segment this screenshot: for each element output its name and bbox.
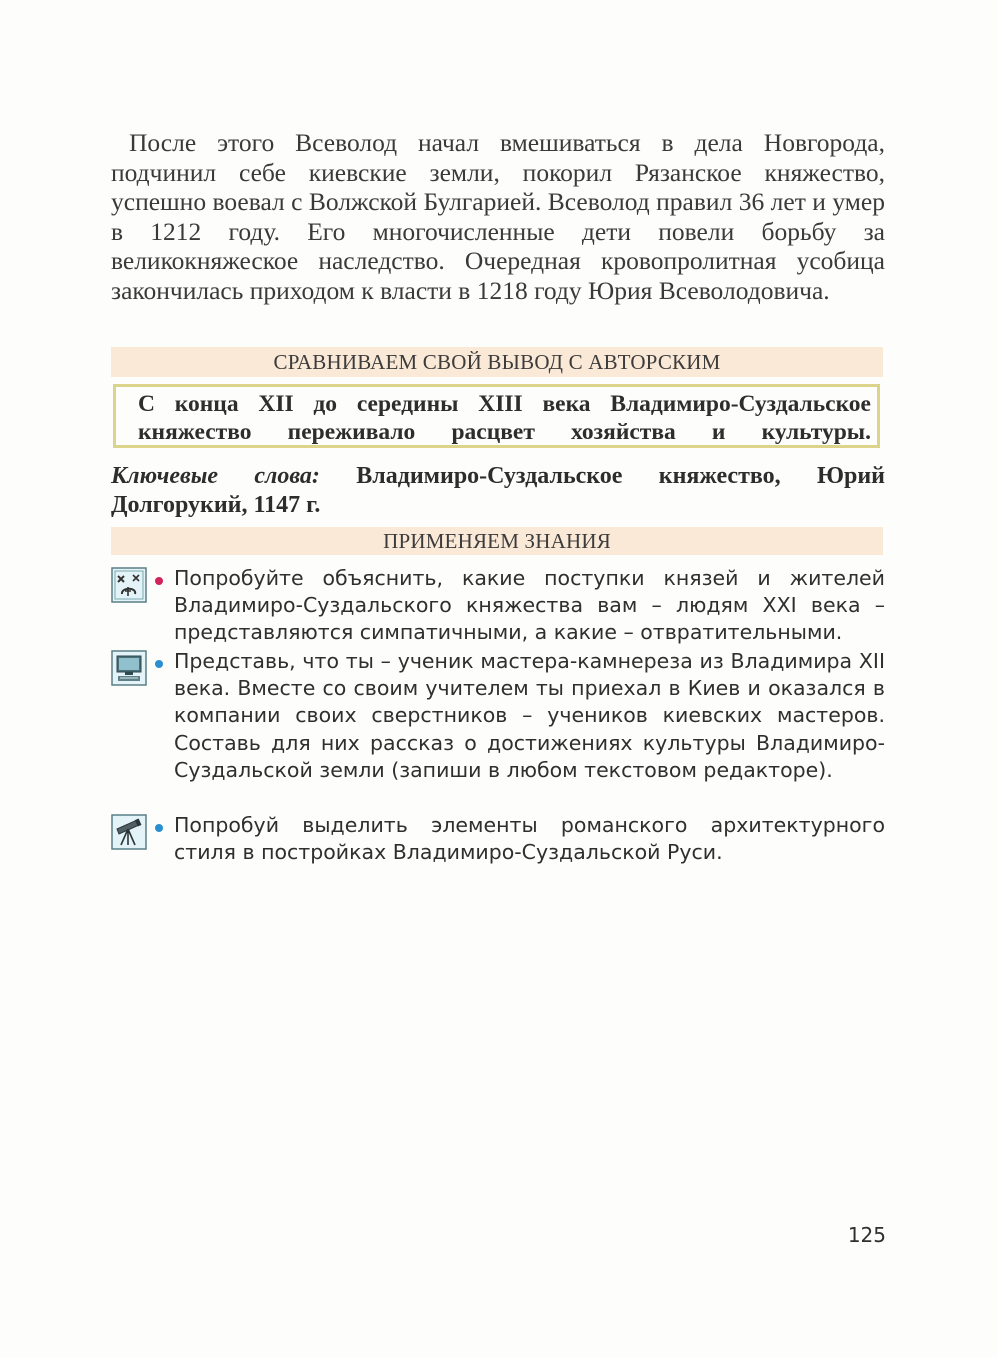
body-paragraph: После этого Всеволод начал вмешиваться в дела Новгорода, подчинил себе киевские земли, покорил Рязанское княжество, успешно воевал с Волжской Булгарией. Всеволод правил 36 лет и умер в 1212 году. Его многочисленные дети повели борьбу за великокняжеское наследство. Очередная кровопролитная усобица закончилась приходом к власти в 1218 году Юрия Всеволодовича. [111, 128, 885, 305]
keywords-line [111, 462, 885, 520]
task-text: Попробуйте объяснить, какие поступки князей и жителей Владимиро-Суздальского княжества вам – людям XXI века – представляются симпатичными, а какие – отвратительными. [174, 566, 885, 645]
computer-icon [111, 650, 147, 686]
keywords-label: Ключевые слова: [111, 463, 320, 489]
task-text: Попробуй выделить элементы романского архитектурного стиля в постройках Владимиро-Суздальской Руси. [174, 813, 885, 865]
bullet-dot [155, 577, 163, 585]
section-heading-compare: СРАВНИВАЕМ СВОЙ ВЫВОД С АВТОРСКИМ [111, 347, 883, 377]
section-heading-apply: ПРИМЕНЯЕМ ЗНАНИЯ [111, 527, 883, 555]
task-text: Представь, что ты – ученик мастера-камнереза из Владимира XII века. Вместе со своим учителем ты приехал в Киев и оказался в компании своих сверстников – учеников киевских мастеров. Составь для них рассказ о достижениях культуры Владимиро-Суздальской земли (запиши в любом текстовом редакторе). [174, 649, 885, 782]
keywords-text: Владимиро-Суздальское княжество, Юрий Долгорукий, 1147 г. [111, 463, 885, 518]
page-number: 125 [847, 1223, 886, 1247]
bullet-dot [155, 824, 163, 832]
conclusion-box: С конца XII до середины XIII века Владимиро-Суздальское княжество переживало расцвет хозяйства и культуры. [113, 384, 880, 448]
telescope-icon [111, 814, 147, 850]
bullet-dot [155, 660, 163, 668]
discussion-icon [111, 567, 147, 603]
